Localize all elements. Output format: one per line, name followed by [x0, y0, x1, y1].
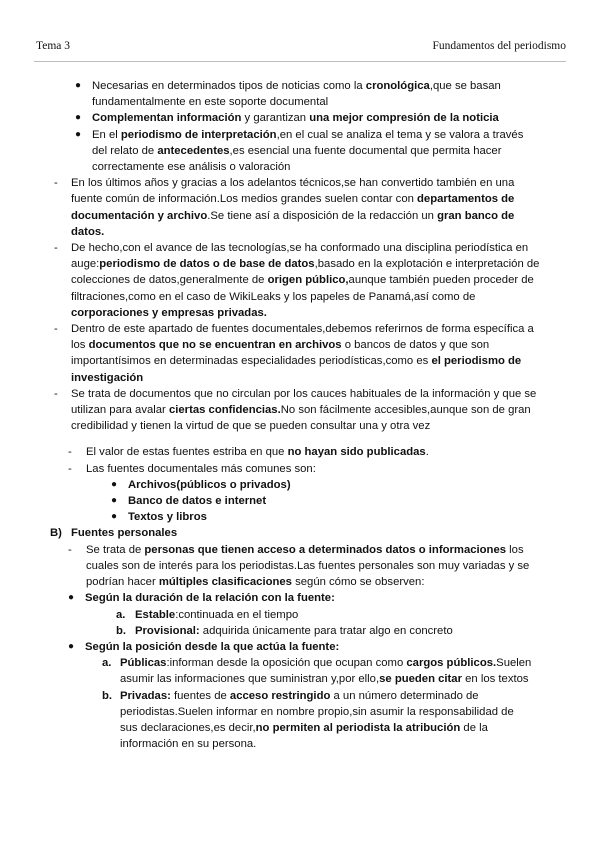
- text-line: información en su persona.: [120, 738, 257, 751]
- text-line: investigación: [71, 371, 144, 384]
- section-title: Fuentes personales: [71, 527, 178, 540]
- bullet-marker: ●: [75, 80, 82, 91]
- dash-marker: -: [68, 543, 72, 556]
- dash-item: [0, 444, 600, 460]
- text-line: correctamente ese análisis o valoración: [92, 161, 291, 174]
- bullet-item: [0, 493, 600, 509]
- text-line: datos.: [71, 225, 105, 238]
- dash-marker: -: [68, 446, 72, 459]
- paragraph-gap: [0, 434, 600, 444]
- letter-marker: a.: [116, 608, 126, 621]
- bullet-item: [0, 477, 600, 493]
- section-heading: [0, 525, 600, 541]
- bullet-marker: ●: [111, 478, 118, 490]
- text-line: Se trata de documentos que no circulan por los cauces habituales de la información y que se: [71, 387, 537, 400]
- bullet-item: [0, 590, 600, 606]
- text-line: Según la posición desde la que actúa la fuente:: [85, 640, 340, 653]
- text-line: Archivos(públicos o privados): [128, 478, 291, 491]
- text-line: los documentos que no se encuentran en archivos o bancos de datos y que son: [71, 339, 490, 352]
- text-line: Se trata de personas que tienen acceso a determinados datos o informaciones los: [86, 543, 524, 556]
- dash-item: [0, 321, 600, 386]
- text-line: Textos y libros: [128, 511, 207, 524]
- dash-marker: -: [54, 242, 58, 255]
- dash-item: [0, 542, 600, 591]
- lettered-item: [0, 688, 600, 753]
- text-line: corporaciones y empresas privadas.: [71, 306, 267, 319]
- dash-item: [0, 386, 600, 435]
- bullet-item: [0, 639, 600, 655]
- text-line: El valor de estas fuentes estriba en que no hayan sido publicadas.: [86, 446, 429, 459]
- bullet-marker: ●: [111, 511, 118, 523]
- text-line: filtraciones,como en el caso de WikiLeaks y los papeles de Panamá,así como de: [71, 290, 476, 303]
- text-line: Las fuentes documentales más comunes son:: [86, 462, 316, 475]
- lettered-item: [0, 623, 600, 639]
- bullet-item: [0, 127, 600, 176]
- dash-marker: -: [68, 462, 72, 475]
- text-line: De hecho,con el avance de las tecnologías,se ha conformado una disciplina periodística en: [71, 242, 529, 255]
- dash-item: [0, 461, 600, 477]
- text-line: Dentro de este apartado de fuentes documentales,debemos referirnos de forma específica a: [71, 323, 534, 336]
- text-line: sus declaraciones,es decir,no permiten al periodista la atribución de la: [120, 721, 488, 734]
- text-line: Provisional: adquirida únicamente para tratar algo en concreto: [135, 624, 453, 637]
- text-line: periodistas.Suelen informar en nombre propio,sin asumir la responsabilidad de: [120, 705, 514, 718]
- text-line: Necesarias en determinados tipos de noticias como la cronológica,que se basan: [92, 80, 501, 92]
- letter-marker: b.: [116, 624, 127, 637]
- text-line: fundamentalmente en este soporte documental: [92, 96, 329, 109]
- text-line: En el periodismo de interpretación,en el cual se analiza el tema y se valora a través: [92, 128, 524, 141]
- text-line: Según la duración de la relación con la fuente:: [85, 592, 335, 605]
- document-body: [0, 78, 600, 752]
- dash-item: [0, 175, 600, 240]
- text-line: asumir las informaciones que suministran y,por ello,se pueden citar en los textos: [120, 673, 529, 686]
- bullet-marker: ●: [75, 128, 82, 140]
- dash-item: [0, 240, 600, 321]
- letter-marker: a.: [102, 657, 112, 670]
- bullet-marker: ●: [68, 640, 75, 652]
- dash-marker: -: [54, 387, 58, 400]
- header-divider: [34, 61, 566, 62]
- header-course-title: Fundamentos del periodismo: [432, 40, 566, 52]
- dash-marker: -: [54, 177, 58, 190]
- text-line: colecciones de datos,generalmente de origen público,aunque también pueden proceder de: [71, 274, 534, 287]
- text-line: Banco de datos e internet: [128, 495, 267, 508]
- bullet-item: [0, 110, 600, 126]
- lettered-item: [0, 607, 600, 623]
- section-letter: B): [50, 527, 62, 540]
- text-line: podrían hacer múltiples clasificaciones según cómo se observen:: [86, 576, 425, 589]
- header-section-label: Tema 3: [36, 40, 71, 52]
- bullet-item: [0, 78, 600, 110]
- text-line: Estable:continuada en el tiempo: [135, 608, 299, 621]
- bullet-marker: ●: [111, 495, 118, 507]
- text-line: importantísimos en determinadas especialidades periodísticas,como es el periodismo de: [71, 355, 522, 368]
- text-line: credibilidad y tienen la virtud de que se pueden consultar una y otra vez: [71, 420, 431, 433]
- text-line: Complementan información y garantizan una mejor compresión de la noticia: [92, 112, 499, 125]
- dash-marker: -: [54, 323, 58, 336]
- text-line: Privadas: fuentes de acceso restringido a un número determinado de: [120, 689, 479, 702]
- text-line: En los últimos años y gracias a los adelantos técnicos,se han convertido también en una: [71, 177, 515, 190]
- bullet-item: [0, 509, 600, 525]
- text-line: del relato de antecedentes,es esencial una fuente documental que permita hacer: [92, 144, 502, 157]
- text-line: utilizan para avalar ciertas confidencias.No son fácilmente accesibles,aunque son de gran: [71, 404, 531, 417]
- text-line: Públicas:informan desde la oposición que ocupan como cargos públicos.Suelen: [120, 657, 532, 670]
- text-line: fuente común de información.Los medios grandes suelen contar con departamentos de: [71, 193, 515, 206]
- letter-marker: b.: [102, 689, 113, 702]
- lettered-item: [0, 655, 600, 687]
- text-line: cuales son de interés para los periodistas.Las fuentes personales son muy variadas y se: [86, 559, 530, 572]
- bullet-marker: ●: [68, 592, 75, 604]
- bullet-marker: ●: [75, 112, 82, 124]
- text-line: documentación y archivo.Se tiene así a disposición de la redacción un gran banco de: [71, 209, 515, 222]
- text-line: auge:periodismo de datos o de base de datos,basado en la explotación e interpretación de: [71, 258, 540, 271]
